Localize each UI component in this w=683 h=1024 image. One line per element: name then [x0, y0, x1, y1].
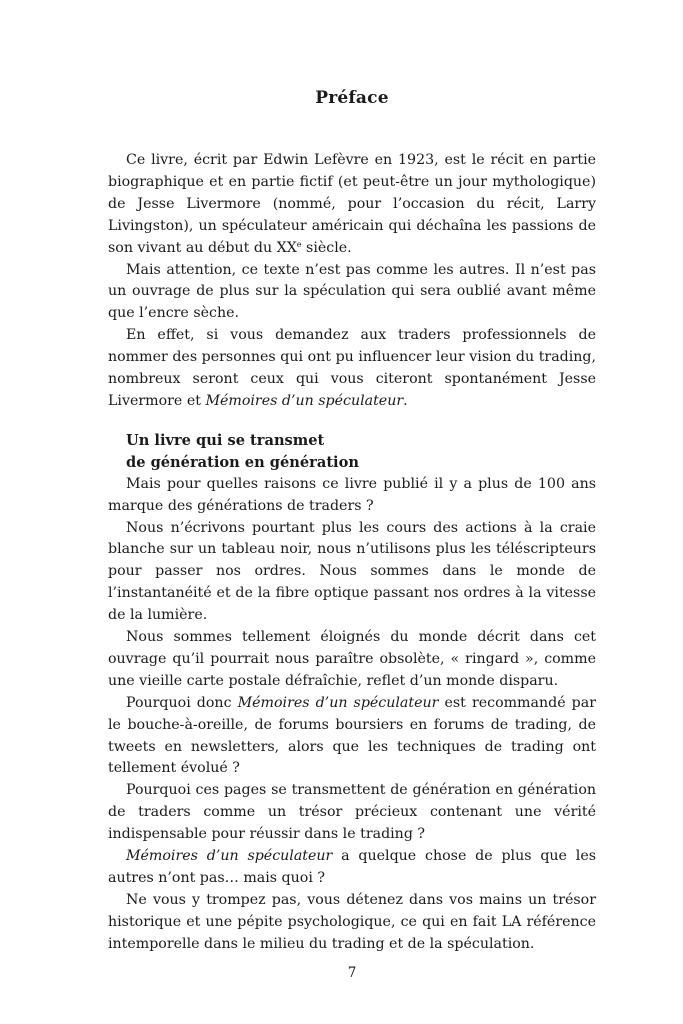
body-text [108, 150, 596, 956]
paragraph: Nous n’écrivons pourtant plus les cours des actions à la craie blanche sur un tableau noir, nous n’utilisons plus les téléscripteurs pour passer nos ordres. Nous sommes dans le monde de l’instantanéité et de la fibre optique passant nos ordres à la vitesse de la lumière. [108, 519, 596, 624]
paragraph: Ce livre, écrit par Edwin Lefèvre en 1923, est le récit en partie biographique et en partie fictif (et peut-être un jour mythologique) de Jesse Livermore (nommé, pour l’occasion du récit, Larry Livingston), un spéculateur américain qui déchaîna les passions de son vivant au début du XXe siècle. [108, 152, 596, 256]
section-heading-line: de génération en génération [126, 453, 359, 471]
paragraph: Mais pour quelles raisons ce livre publié il y a plus de 100 ans marque des générations de traders ? [108, 475, 596, 514]
paragraph: Pourquoi donc Mémoires d’un spéculateur est recommandé par le bouche-à-oreille, de forums boursiers en forums de trading, de tweets en newsletters, alors que les techniques de trading ont tellement évolué ? [108, 694, 596, 777]
section-heading [126, 430, 596, 474]
book-page [108, 0, 596, 1024]
paragraph: Mémoires d’un spéculateur a quelque chose de plus que les autres n’ont pas… mais quoi ? [108, 848, 597, 886]
paragraph: Nous sommes tellement éloignés du monde décrit dans cet ouvrage qu’il pourrait nous paraître obsolète, « ringard », comme une vieille carte postale défraîchie, reflet d’un monde disparu. [108, 629, 596, 689]
page-number: 7 [347, 965, 357, 981]
section-heading-line: Un livre qui se transmet [126, 431, 325, 449]
paragraph: Mais attention, ce texte n’est pas comme les autres. Il n’est pas un ouvrage de plus sur la spéculation qui sera oublié avant même que l’encre sèche. [108, 261, 596, 322]
paragraph: Pourquoi ces pages se transmettent de génération en génération de traders comme un trésor précieux contenant une vérité indispensable pour réussir dans le trading ? [108, 782, 596, 843]
paragraph: En effet, si vous demandez aux traders professionnels de nommer des personnes qui ont pu influencer leur vision du trading, nombreux seront ceux qui vous citeront spontanément Jesse Livermore et Mémoires d’un spéculateur. [108, 327, 596, 409]
paragraph: Ne vous y trompez pas, vous détenez dans vos mains un trésor historique et une pépite psychologique, ce qui en fait LA référence intemporelle dans le milieu du trading et de la spéculation. [108, 891, 596, 952]
page-title: Préface [315, 88, 389, 108]
